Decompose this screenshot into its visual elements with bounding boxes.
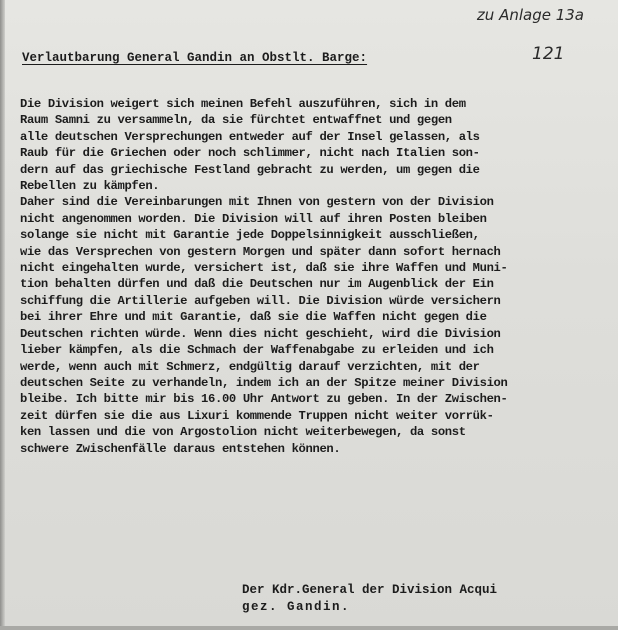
body-line: werde, wenn auch mit Schmerz, endgültig darauf verzichten, mit der — [20, 359, 480, 374]
body-line: Raum Samni zu versammeln, da sie fürchtet entwaffnet und gegen — [20, 113, 452, 128]
body-line: deutschen Seite zu verhandeln, indem ich an der Spitze meiner Division — [20, 375, 508, 390]
signature-block — [242, 582, 497, 616]
body-line: ken lassen und die von Argostolion nicht weiterbewegen, da sonst — [20, 425, 466, 440]
body-line: tion behalten dürfen und daß die Deutschen nur im Augenblick der Ein — [20, 277, 494, 292]
body-line: zeit dürfen sie die aus Lixuri kommende Truppen nicht weiter vorrük- — [20, 408, 494, 423]
handwritten-annotation: zu Anlage 13a — [476, 6, 584, 24]
body-line: dern auf das griechische Festland gebracht zu werden, um gegen die — [20, 162, 480, 177]
body-line: solange sie nicht mit Garantie jede Doppelsinnigkeit ausschließen, — [20, 228, 480, 243]
body-line: wie das Versprechen von gestern Morgen und später dann sofort hernach — [20, 244, 501, 259]
body-line: Daher sind die Vereinbarungen mit Ihnen von gestern von der Division — [20, 195, 494, 210]
body-line: alle deutschen Versprechungen entweder auf der Insel gelassen, als — [20, 129, 480, 144]
document-body — [20, 96, 606, 457]
paper-bottom-edge — [0, 626, 618, 630]
body-line: Raub für die Griechen oder noch schlimmer, nicht nach Italien son- — [20, 146, 480, 161]
body-line: nicht eingehalten wurde, versichert ist, daß sie ihre Waffen und Muni- — [20, 261, 508, 276]
body-line: schwere Zwischenfälle daraus entstehen können. — [20, 441, 341, 456]
body-line: bleibe. Ich bitte mir bis 16.00 Uhr Antwort zu geben. In der Zwischen- — [20, 392, 508, 407]
document-heading: Verlautbarung General Gandin an Obstlt. Barge: — [22, 51, 368, 65]
paper-edge-shadow — [0, 0, 5, 630]
body-line: Deutschen richten würde. Wenn dies nicht geschieht, wird die Division — [20, 326, 501, 341]
body-line: schiffung die Artillerie aufgeben will. Die Division würde versichern — [20, 293, 501, 308]
signature-title: Der Kdr.General der Division Acqui — [242, 583, 498, 597]
body-line: nicht angenommen worden. Die Division will auf ihren Posten bleiben — [20, 211, 487, 226]
body-line: Die Division weigert sich meinen Befehl auszuführen, sich in dem — [20, 97, 466, 111]
body-line: lieber kämpfen, als die Schmach der Waffenabgabe zu erleiden und ich — [20, 343, 494, 358]
body-line: Rebellen zu kämpfen. — [20, 179, 160, 194]
signature-name: gez. Gandin. — [242, 600, 351, 614]
body-line: bei ihrer Ehre und mit Garantie, daß sie die Waffen nicht gegen die — [20, 310, 487, 325]
handwritten-page-number: 121 — [532, 44, 565, 64]
